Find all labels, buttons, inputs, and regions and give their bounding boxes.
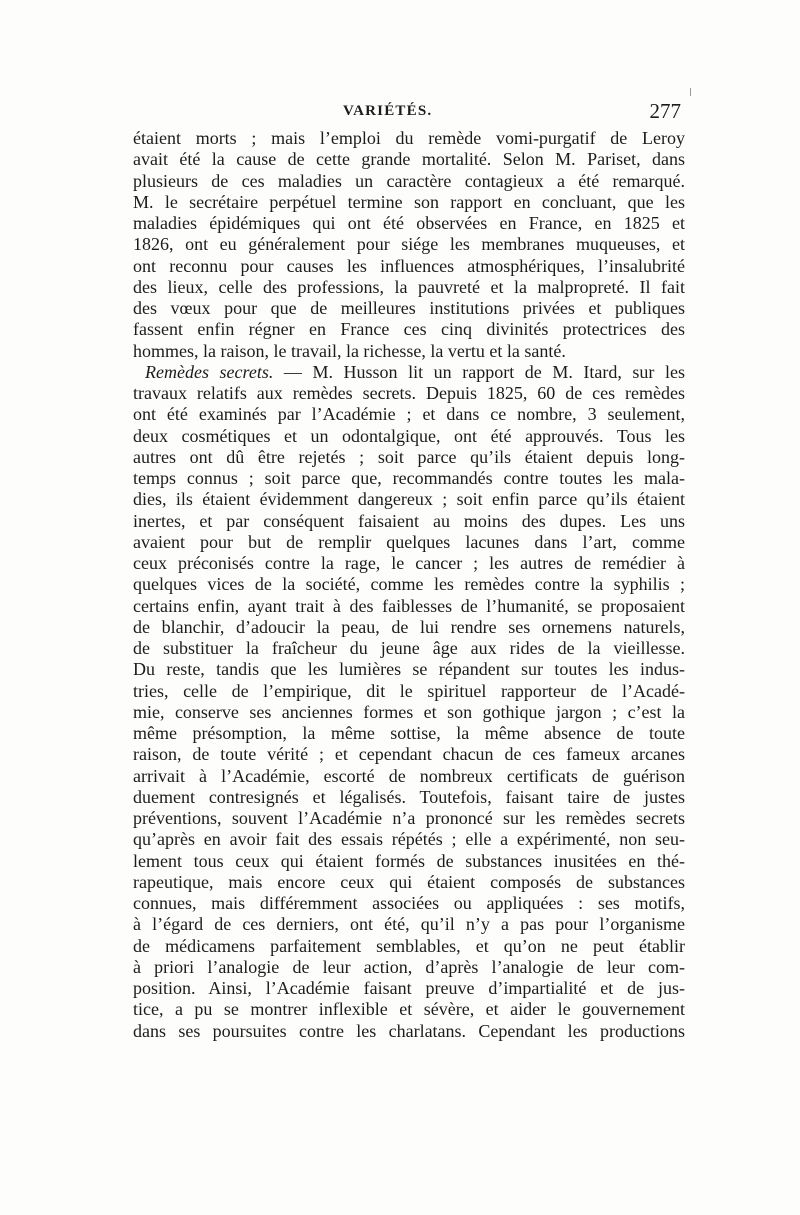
running-title: VARIÉTÉS.	[343, 103, 433, 119]
text-line: ont été examinés par l’Académie ; et dans ce nombre, 3 seulement,	[133, 404, 685, 425]
margin-mark	[690, 88, 691, 96]
text-line: tice, a pu se montrer inflexible et sévère, et aider le gouvernement	[133, 999, 685, 1020]
text-line: de substituer la fraîcheur du jeune âge aux rides de la vieillesse.	[133, 638, 685, 658]
text-line: même présomption, la même sottise, la même absence de toute	[133, 723, 685, 743]
text-line: autres ont dû être rejetés ; soit parce qu’ils étaient depuis long-	[133, 446, 685, 467]
text-line: maladies épidémiques qui ont été observées en France, en 1825 et	[133, 213, 685, 233]
text-line: M. le secrétaire perpétuel termine son rapport en concluant, que les	[133, 191, 685, 212]
running-head	[135, 101, 681, 127]
text-line: à priori l’analogie de leur action, d’après l’analogie de leur com-	[133, 956, 685, 977]
text-line: inertes, et par conséquent faisaient au moins des dupes. Les uns	[133, 510, 685, 531]
text-line: avaient pour but de remplir quelques lacunes dans l’art, comme	[133, 531, 685, 552]
text-line: qu’après en avoir fait des essais répétés ; elle a expérimenté, non seu-	[133, 829, 685, 850]
text-line: plusieurs de ces maladies un caractère contagieux a été remarqué.	[133, 170, 685, 191]
text-line: étaient morts ; mais l’emploi du remède vomi-purgatif de Leroy	[133, 128, 685, 148]
text-line: ont reconnu pour causes les influences atmosphériques, l’insalubrité	[133, 255, 685, 276]
text-line: dans ses poursuites contre les charlatans. Cependant les productions	[133, 1020, 685, 1041]
text-line: arrivait à l’Académie, escorté de nombreux certificats de guérison	[133, 765, 685, 786]
text-line: avait été la cause de cette grande mortalité. Selon M. Pariset, dans	[133, 149, 685, 170]
section-first-line-text: — M. Husson lit un rapport de M. Itard, sur les	[283, 361, 685, 382]
text-line: préventions, souvent l’Académie n’a prononcé sur les remèdes secrets	[133, 808, 685, 828]
text-line: fassent enfin régner en France ces cinq divinités protectrices des	[133, 319, 685, 340]
text-line: rapeutique, mais encore ceux qui étaient composés de substances	[133, 871, 685, 892]
text-line: 1826, ont eu généralement pour siége les membranes muqueuses, et	[133, 234, 685, 255]
body-text	[133, 128, 685, 1042]
text-line: duement contresignés et légalisés. Toutefois, faisant taire de justes	[133, 786, 685, 807]
text-line: deux cosmétiques et un odontalgique, ont été approuvés. Tous les	[133, 425, 685, 446]
text-line: raison, de toute vérité ; et cependant chacun de ces fameux arcanes	[133, 744, 685, 765]
text-line: lement tous ceux qui étaient formés de substances inusitées en thé-	[133, 850, 685, 871]
section-first-line	[133, 362, 685, 383]
text-line: Du reste, tandis que les lumières se répandent sur toutes les indus-	[133, 659, 685, 680]
page-number: 277	[649, 99, 681, 123]
text-line: connues, mais différemment associées ou appliquées : ses motifs,	[133, 893, 685, 913]
text-line: temps connus ; soit parce que, recommandés contre toutes les mala-	[133, 468, 685, 488]
text-line: travaux relatifs aux remèdes secrets. Depuis 1825, 60 de ces remèdes	[133, 383, 685, 403]
text-line: dies, ils étaient évidemment dangereux ; soit enfin parce qu’ils étaient	[133, 489, 685, 510]
text-line: de médicamens parfaitement semblables, et qu’on ne peut établir	[133, 935, 685, 956]
text-line: ceux préconisés contre la rage, le cancer ; les autres de remédier à	[133, 553, 685, 573]
text-line: hommes, la raison, le travail, la richesse, la vertu et la santé.	[133, 340, 566, 361]
text-line: position. Ainsi, l’Académie faisant preuve d’impartialité et de jus-	[133, 978, 685, 998]
text-line: quelques vices de la société, comme les remèdes contre la syphilis ;	[133, 574, 685, 595]
text-line: certains enfin, ayant trait à des faiblesses de l’humanité, se proposaient	[133, 595, 685, 616]
text-line: tries, celle de l’empirique, dit le spirituel rapporteur de l’Acadé-	[133, 680, 685, 701]
text-line: des vœux pour que de meilleures institutions privées et publiques	[133, 298, 685, 318]
section-heading: Remèdes secrets.	[145, 361, 274, 382]
text-line: mie, conserve ses anciennes formes et son gothique jargon ; c’est la	[133, 701, 685, 722]
text-line: des lieux, celle des professions, la pauvreté et la malpropreté. Il fait	[133, 276, 685, 297]
text-line: à l’égard de ces derniers, ont été, qu’il n’y a pas pour l’organisme	[133, 914, 685, 935]
text-line: de blanchir, d’adoucir la peau, de lui rendre ses ornemens naturels,	[133, 616, 685, 637]
